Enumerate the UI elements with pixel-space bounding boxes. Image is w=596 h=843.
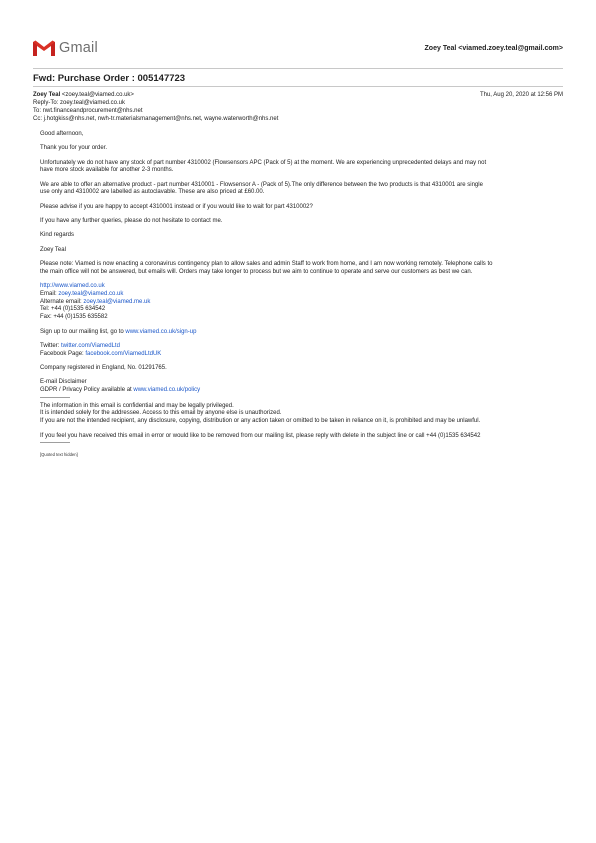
gmail-logo-text: Gmail [59, 40, 98, 56]
alt-email-label: Alternate email: [40, 298, 84, 305]
greeting: Good afternoon, [40, 131, 84, 137]
covid-note [40, 261, 560, 277]
print-header [33, 40, 563, 60]
disclaimer-line: The information in this email is confidential and may be legally privileged. [40, 402, 234, 409]
covid-note-line: the main office will not be answered, but emails will. Orders may take longer to process but we aim to continue to operate and serve our customers as best we can. [40, 268, 473, 275]
disclaimer-block [40, 379, 560, 426]
disclaimer-title: E-mail Disclaimer [40, 379, 87, 386]
separator-dashes: ————— [40, 440, 70, 447]
twitter-label: Twitter: [40, 342, 62, 349]
stock-paragraph-line: Unfortunately we do not have any stock of part number 4310002 (Flowsensors APC (Pack of 5) at the moment. We are experiencing unprecedented delays and may not [40, 159, 487, 166]
message-date: Thu, Aug 20, 2020 at 12:56 PM [479, 92, 563, 98]
telephone: Tel: +44 (0)1535 634542 [40, 306, 106, 313]
message-body [40, 131, 560, 465]
sender-address: <zoey.teal@viamed.co.uk> [61, 92, 134, 98]
signature-name: Zoey Teal [40, 246, 66, 253]
stock-paragraph [40, 160, 560, 176]
stock-paragraph-line: have more stock available for another 2-3 months. [40, 167, 174, 174]
alt-email-link[interactable]: zoey.teal@viamed.me.uk [83, 298, 151, 305]
sign-off: Kind regards [40, 232, 75, 239]
gmail-logo [33, 40, 98, 56]
alternative-paragraph-line: use only and 4310002 are labelled as autoclavable. These are also priced at £60.00. [40, 189, 265, 196]
separator-dashes: ————— [40, 394, 70, 401]
thanks-line: Thank you for your order. [40, 145, 108, 152]
mailing-list-line [40, 329, 560, 337]
account-owner: Zoey Teal <viamed.zoey.teal@gmail.com> [424, 45, 563, 52]
disclaimer-line: It is intended solely for the addressee. Access to this email by anyone else is unauthorized. [40, 410, 282, 417]
error-notice [40, 433, 560, 459]
quoted-text-hidden[interactable]: [Quoted text hidden] [40, 452, 78, 458]
covid-note-line: Please note: Viamed is now enacting a coronavirus contingency plan to allow sales and admin Staff to work from home, and I am now working remotely. Telephone calls to [40, 260, 493, 267]
to-line: To: nwt.financeandprocurement@nhs.net [33, 108, 143, 114]
gmail-m-icon [33, 40, 55, 56]
queries-paragraph: If you have any further queries, please do not hesitate to contact me. [40, 218, 223, 225]
sender-name: Zoey Teal [33, 92, 61, 98]
email-link[interactable]: zoey.teal@viamed.co.uk [58, 290, 124, 297]
email-label: Email: [40, 290, 59, 297]
subject-divider [33, 86, 563, 87]
sign-up-link[interactable]: www.viamed.co.uk/sign-up [125, 328, 197, 335]
website-link[interactable]: http://www.viamed.co.uk [40, 283, 105, 290]
fax: Fax: +44 (0)1535 635582 [40, 314, 108, 321]
disclaimer-line: If you are not the intended recipient, any disclosure, copying, distribution or any action taken or omitted to be taken in reliance on it, is prohibited and may be unlawful. [40, 418, 481, 425]
contact-block [40, 283, 560, 322]
alternative-paragraph [40, 182, 560, 198]
social-block [40, 343, 560, 359]
twitter-link[interactable]: twitter.com/ViamedLtd [61, 342, 120, 349]
alternative-paragraph-line: We are able to offer an alternative product - part number 4310001 - Flowsensor A - (Pack of 5).The only difference between the two products is that 4310001 are single [40, 181, 483, 188]
reply-to-line: Reply-To: zoey.teal@viamed.co.uk [33, 100, 126, 106]
policy-link[interactable]: www.viamed.co.uk/policy [133, 387, 201, 394]
cc-line: Cc: j.hotgkiss@nhs.net, nwh-tr.materialsmanagement@nhs.net, wayne.waterworth@nhs.net [33, 116, 279, 122]
header-divider [33, 68, 563, 69]
email-subject: Fwd: Purchase Order : 005147723 [33, 73, 186, 84]
gdpr-text: GDPR / Privacy Policy available at [40, 387, 134, 394]
facebook-label: Facebook Page: [40, 350, 86, 357]
facebook-link[interactable]: facebook.com/ViamedLtdUK [85, 350, 162, 357]
message-header [33, 91, 563, 123]
mailing-list-text: Sign up to our mailing list, go to [40, 328, 126, 335]
error-notice-line: If you feel you have received this email in error or would like to be removed from our mailing list, please reply with delete in the subject line or call +44 (0)1535 634542 [40, 432, 481, 439]
advise-paragraph: Please advise if you are happy to accept 4310001 instead or if you would like to wait for part 4310002? [40, 203, 313, 210]
company-registration: Company registered in England, No. 01291765. [40, 364, 167, 371]
